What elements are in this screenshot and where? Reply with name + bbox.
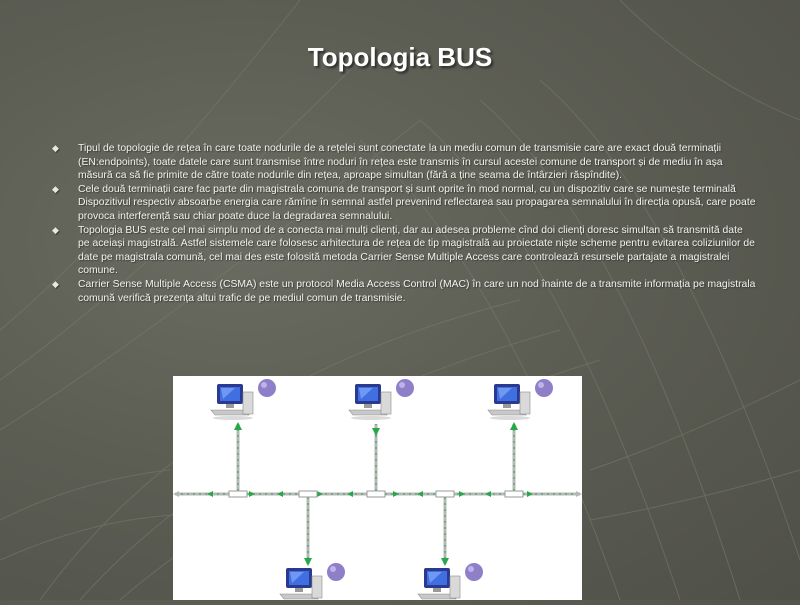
computer-icon <box>418 563 483 600</box>
bus-topology-diagram <box>173 376 582 600</box>
bullet-item <box>52 142 757 183</box>
computer-icon <box>211 379 276 420</box>
computer-icon <box>488 379 553 420</box>
bullet-text: Carrier Sense Multiple Access (CSMA) este un protocol Media Access Control (MAC) în care un nod înainte de a transmite informația pe magistrala comună verifică prezența altui trafic de pe mediul comun de transmisie. <box>78 278 756 304</box>
bullet-item <box>52 278 757 305</box>
bullet-item <box>52 183 757 224</box>
diamond-bullet-icon: ◆ <box>52 143 59 153</box>
bullet-list <box>52 142 757 305</box>
computer-icon <box>280 563 345 600</box>
bullet-item <box>52 224 757 278</box>
diamond-bullet-icon: ◆ <box>52 183 59 194</box>
computer-icon <box>349 379 414 420</box>
slide-title: Topologia BUS <box>307 42 493 72</box>
diamond-bullet-icon: ◆ <box>52 278 59 289</box>
bullet-text: Cele două terminații care fac parte din magistrala comuna de transport și sunt oprite în mod normal, cu un dispozitiv care se numește terminală Dispozitivul respectiv absoarbe energia care rămîne în semnal astfel prevenind reflectarea sau propagarea semnalului în direcția opusă, care poate provoca interferență sau chiar poate duce la degradarea semnalului. <box>78 183 756 222</box>
bullet-text: Topologia BUS este cel mai simplu mod de a conecta mai mulți clienți, dar au adesea probleme cînd doi clienți doresc simultan să transmită date pe aceiași magistrală. Astfel sistemele care folosesc arhitectura de rețea de tip magistrală au proiectate niște scheme pentru evitarea coliziunilor de date pe magistrala comună, cel mai des este folosită metoda Carrier Sense Multiple Access care controlează resursele partajate a magistralei comune. <box>78 224 755 277</box>
diamond-bullet-icon: ◆ <box>52 224 59 235</box>
bullet-text: Tipul de topologie de rețea în care toate nodurile de a rețelei sunt conectate la un mediu comun de transmisie care are exact două terminații (EN:endpoints), toate datele care sunt transmise între noduri în rețea este transmis în cursul acestei comune de transport și de mediu în așa măsură ca să fie primite de către toate nodurile din rețea, aproape simultan (fără a ține seama de întârzieri răspîndite). <box>78 143 723 182</box>
bus-topology-svg <box>173 376 582 600</box>
